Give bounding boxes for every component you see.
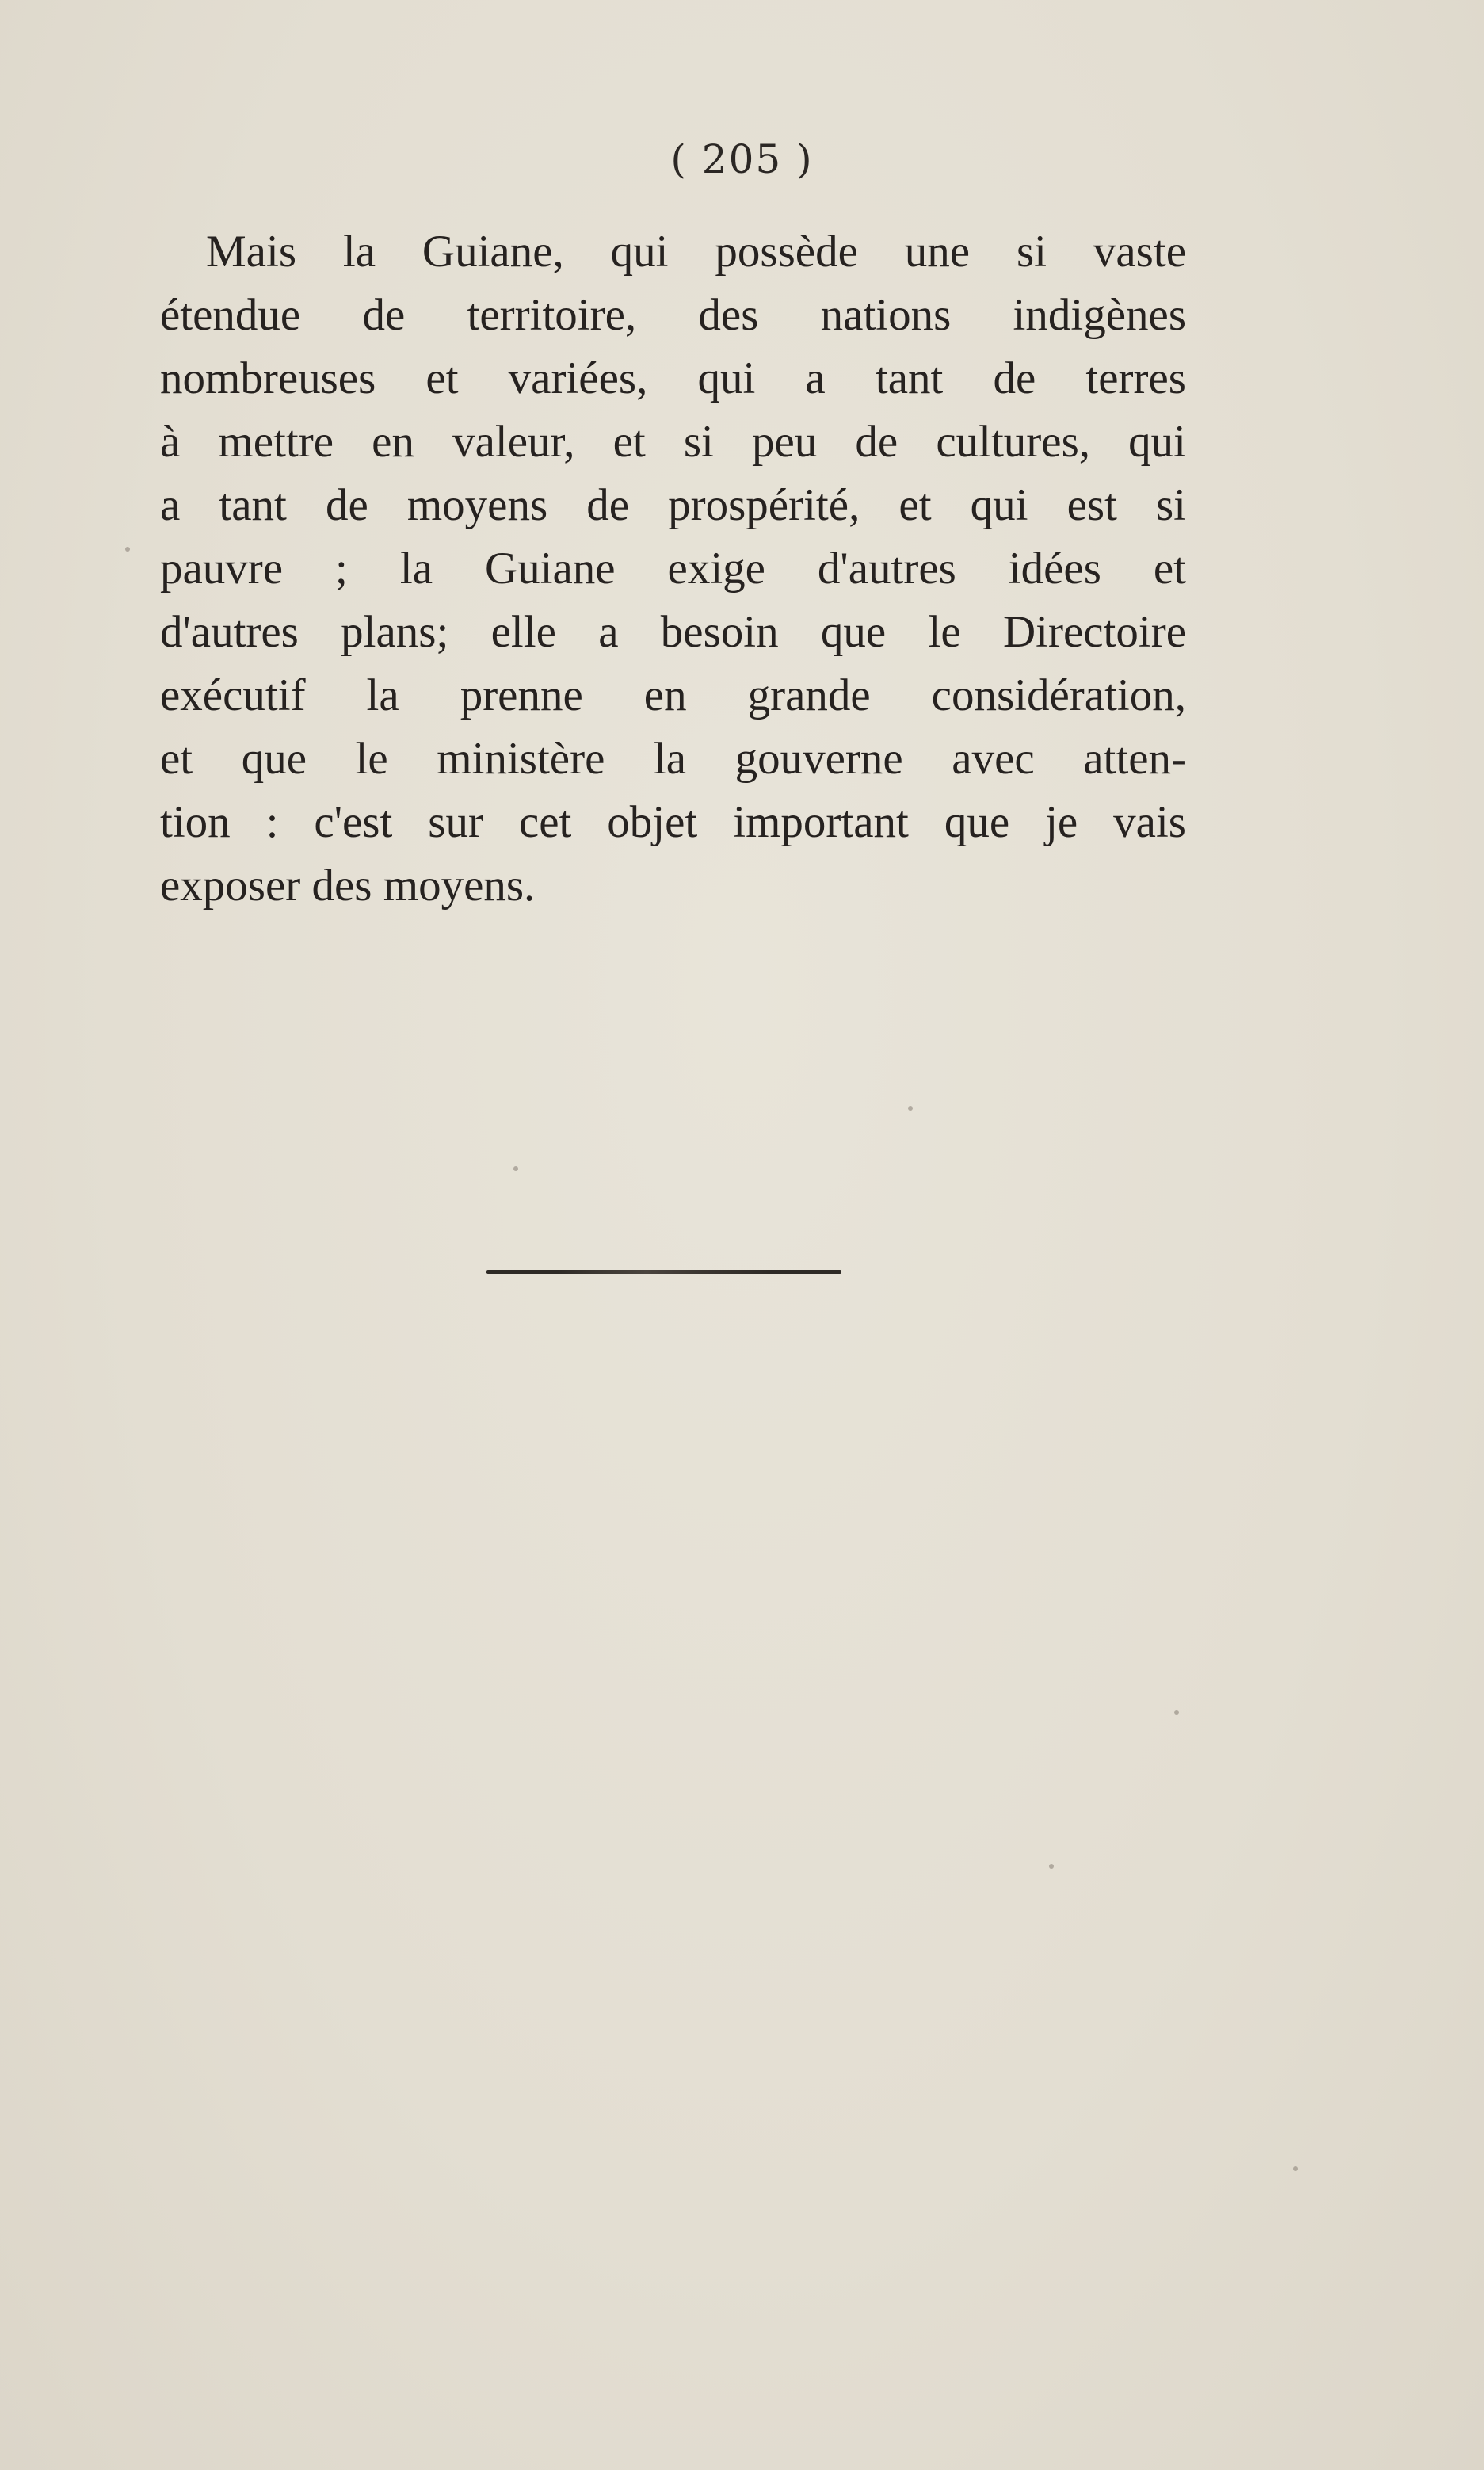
paragraph-line: exposer des moyens. xyxy=(160,861,536,911)
paper-speck xyxy=(1174,1710,1179,1715)
page-number: ( 205 ) xyxy=(670,136,814,182)
paper-speck xyxy=(1049,1864,1054,1869)
paragraph-line: tion : c'est sur cet objet important que je vais xyxy=(160,797,1186,847)
paragraph-line: Mais la Guiane, qui possède une si vaste xyxy=(206,227,1186,277)
paper-speck xyxy=(1293,2166,1298,2171)
paragraph-line: étendue de territoire, des nations indigènes xyxy=(160,290,1186,340)
paragraph-line: à mettre en valeur, et si peu de cultures, qui xyxy=(160,417,1186,467)
paragraph-line: et que le ministère la gouverne avec atten- xyxy=(160,734,1186,784)
section-divider-rule xyxy=(486,1270,841,1274)
paper-speck xyxy=(908,1106,913,1111)
paper-speck xyxy=(125,547,130,552)
paragraph xyxy=(160,220,1186,918)
paper-speck xyxy=(513,1166,518,1171)
paragraph-line: pauvre ; la Guiane exige d'autres idées et xyxy=(160,544,1186,594)
paragraph-line: a tant de moyens de prospérité, et qui est si xyxy=(160,480,1186,530)
paragraph-line: nombreuses et variées, qui a tant de terres xyxy=(160,353,1186,403)
paragraph-line: exécutif la prenne en grande considération, xyxy=(160,670,1186,720)
paragraph-line: d'autres plans; elle a besoin que le Directoire xyxy=(160,607,1186,657)
